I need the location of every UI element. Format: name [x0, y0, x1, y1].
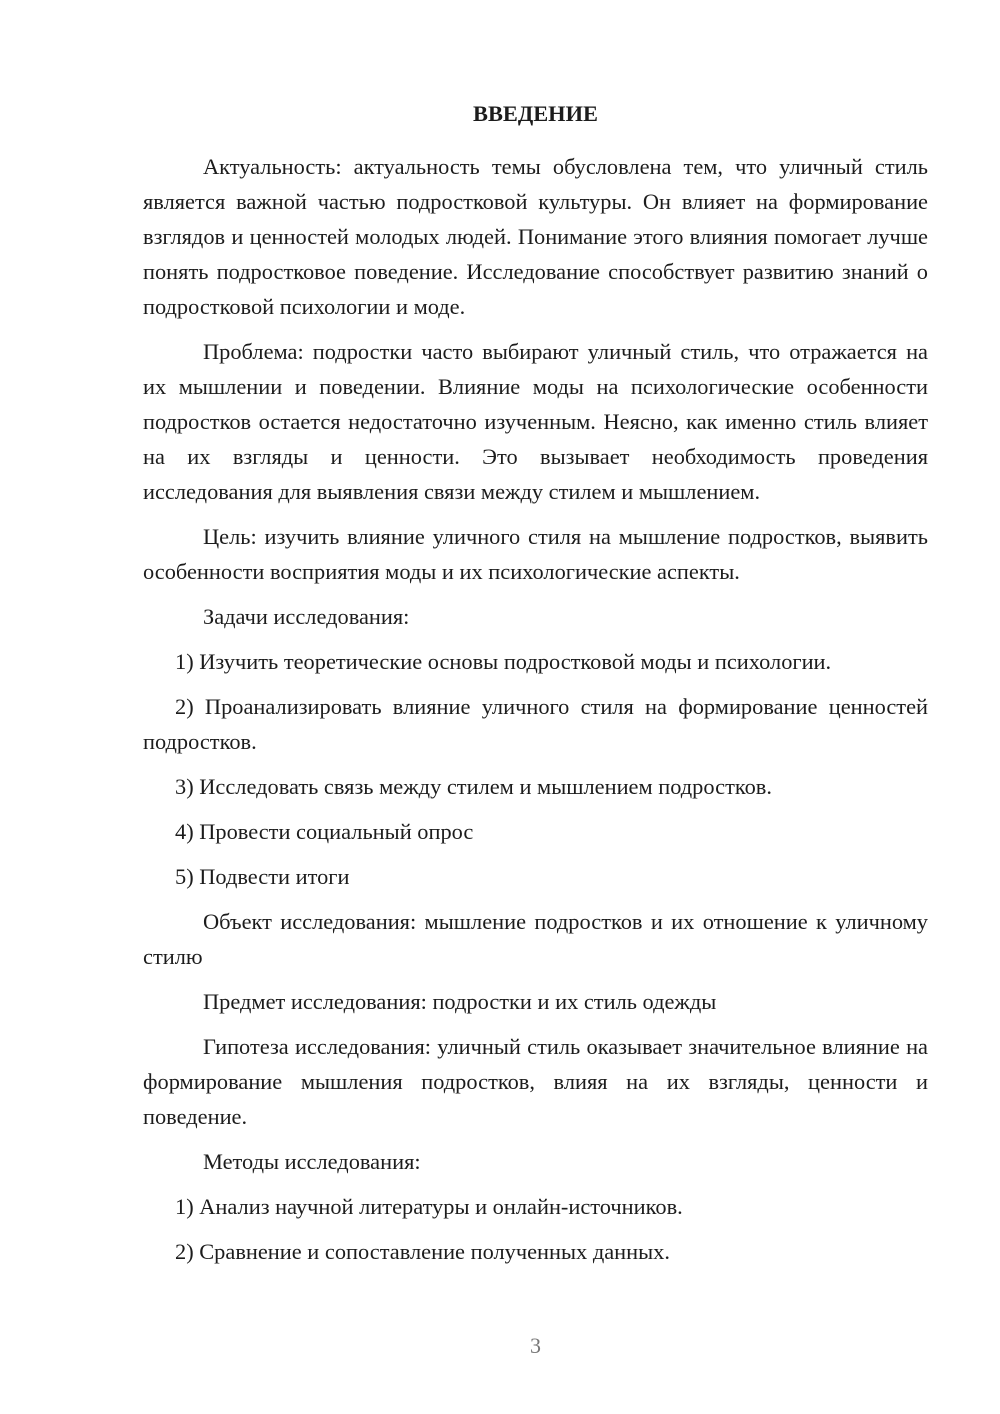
page-number: 3: [530, 1333, 541, 1358]
paragraph-subject: Предмет исследования: подростки и их стиль одежды: [203, 989, 717, 1014]
document-page: [143, 96, 928, 1279]
section-heading: ВВЕДЕНИЕ: [473, 101, 598, 126]
paragraph-problem: Проблема: подростки часто выбирают уличный стиль, что отражается на их мышлении и поведении. Влияние моды на психологические особенности подростков остается недостаточно изученным. Неясно, как именно стиль влияет на их взгляды и ценности. Это вызывает необходимость проведения исследования для выявления связи между стилем и мышлением.: [143, 339, 928, 504]
task-item-1: 1) Изучить теоретические основы подростковой моды и психологии.: [175, 649, 832, 674]
paragraph-relevance: Актуальность: актуальность темы обусловлена тем, что уличный стиль является важной частью подростковой культуры. Он влияет на формирование взглядов и ценностей молодых людей. Понимание этого влияния помогает лучше понять подростковое поведение. Исследование способствует развитию знаний о подростковой психологии и моде.: [143, 154, 928, 319]
task-item-5: 5) Подвести итоги: [175, 864, 350, 889]
paragraph-hypothesis: Гипотеза исследования: уличный стиль оказывает значительное влияние на формирование мышления подростков, влияя на их взгляды, ценности и поведение.: [143, 1034, 928, 1129]
task-item-4: 4) Провести социальный опрос: [175, 819, 474, 844]
method-item-2: 2) Сравнение и сопоставление полученных данных.: [175, 1239, 670, 1264]
methods-title: Методы исследования:: [203, 1149, 421, 1174]
tasks-title: Задачи исследования:: [203, 604, 410, 629]
paragraph-goal: Цель: изучить влияние уличного стиля на мышление подростков, выявить особенности восприятия моды и их психологические аспекты.: [143, 524, 928, 584]
paragraph-object: Объект исследования: мышление подростков и их отношение к уличному стилю: [143, 909, 928, 969]
task-item-2: 2) Проанализировать влияние уличного стиля на формирование ценностей подростков.: [143, 694, 928, 754]
task-item-3: 3) Исследовать связь между стилем и мышлением подростков.: [175, 774, 772, 799]
method-item-1: 1) Анализ научной литературы и онлайн-источников.: [175, 1194, 683, 1219]
